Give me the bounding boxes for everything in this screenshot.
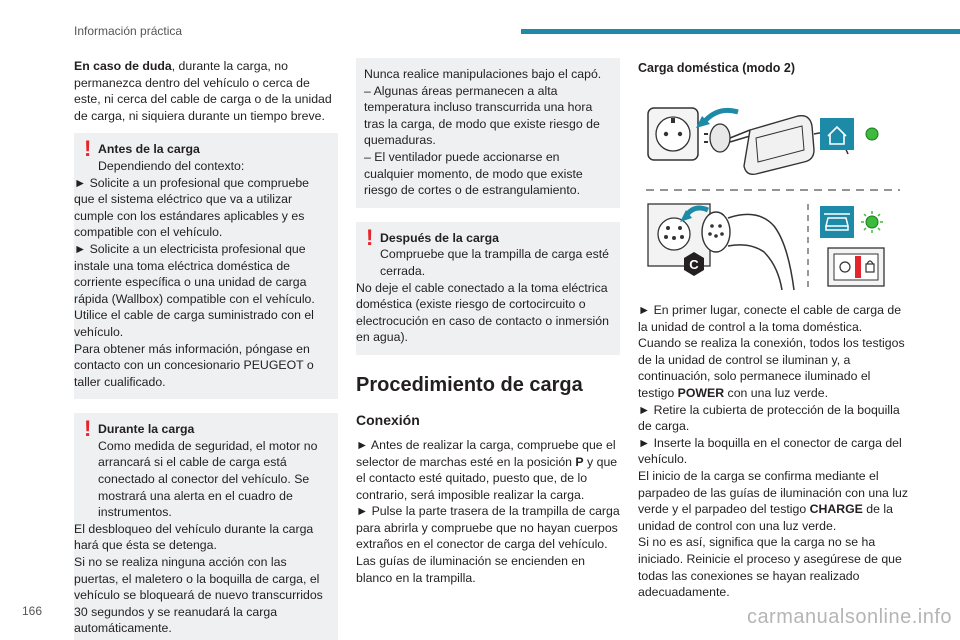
subsection-heading: Conexión bbox=[356, 411, 420, 428]
column-middle bbox=[356, 58, 620, 586]
vehicle-indicator-icon bbox=[820, 206, 854, 238]
control-unit-icon bbox=[744, 116, 814, 175]
step-note: Cuando se realiza la conexión, todos los testigos de la unidad de control se iluminan y, a continuación, solo permanece iluminado el testigo POWER con una luz verde. bbox=[638, 336, 905, 400]
charging-illustration bbox=[638, 94, 910, 294]
warning-title: Antes de la carga bbox=[98, 142, 200, 157]
step-paragraph: ► Antes de realizar la carga, compruebe que el selector de marchas esté en la posición P y que el contacto esté quitado, puesto que, de lo contrario, será imposible realizar la carga. bbox=[356, 437, 618, 502]
step-paragraph: ► Retire la cubierta de protección de la boquilla de carga. bbox=[638, 402, 900, 434]
domestic-socket-icon bbox=[648, 108, 698, 160]
domestic-plug-icon bbox=[704, 124, 750, 152]
power-led-icon bbox=[866, 128, 878, 140]
warning-box-after-charging: ! Después de la carga Compruebe que la trampilla de carga esté cerrada. No deje el cable conectado a la toma eléctrica doméstica (existe riesgo de cortocircuito o electrocución en caso de contacto o inmersión en agua). bbox=[356, 222, 620, 355]
warning-box-during-charging: ! Durante la carga Como medida de seguridad, el motor no arrancará si el cable de carga está conectado al conector del vehículo. Se mostrará una alerta en el cuadro de instrumentos. El desbloqueo del vehículo durante la carga hará que ésta se detenga. Si no se realiza ninguna acción con las puertas, el maletero o la boquilla de carga, el vehículo se bloqueará de nuevo transcurridos 30 segundos y se reanudará la carga automáticamente. bbox=[74, 413, 338, 640]
column-left bbox=[74, 58, 338, 640]
note-paragraph: Las guías de iluminación se encienden en blanco en la trampilla. bbox=[356, 554, 586, 585]
warning-exclamation-icon: ! bbox=[84, 136, 92, 162]
step-note: El inicio de la carga se confirma mediante el parpadeo de las guías de iluminación con una luz verde y el parpadeo del testigo CHARGE de la unidad de control con una luz verde. bbox=[638, 468, 909, 533]
watermark: carmanualsonline.info bbox=[746, 606, 952, 628]
charge-led-blinking-icon bbox=[861, 211, 883, 233]
warning-exclamation-icon: ! bbox=[366, 224, 374, 250]
step-paragraph: ► En primer lugar, conecte el cable de carga de la unidad de control a la toma doméstica. bbox=[638, 303, 902, 334]
warning-exclamation-icon: ! bbox=[84, 416, 92, 442]
charging-lock-panel-icon bbox=[828, 248, 884, 286]
page-number: 166 bbox=[22, 604, 43, 618]
charging-diagram bbox=[638, 94, 910, 294]
header-accent-bar bbox=[521, 29, 960, 34]
plug-in-arrow-icon bbox=[704, 110, 738, 122]
column-right bbox=[638, 58, 910, 601]
caution-box-engine: Nunca realice manipulaciones bajo el capó. – Algunas áreas permanecen a alta temperatura incluso transcurrida una hora tras la carga, de modo que existe riesgo de quemaduras. – El ventilador puede accionarse en cualquier momento, de modo que existe riesgo de cortes o de estrangulamiento. bbox=[356, 58, 620, 208]
warning-box-before-charging: ! Antes de la carga Dependiendo del contexto: ► Solicite a un profesional que compruebe que el sistema eléctrico que va a utilizar cumple con los estándares aplicables y es compatible con el vehículo. ► Solicite a un electricista profesional que instale una toma eléctrica doméstica de corriente específica o una unidad de carga rápida (Wallbox) compatible con el vehículo. Utilice el cable de carga suministrado con el vehículo. Para obtener más información, póngase en contacto con un concesionario PEUGEOT o taller cualificado. bbox=[74, 133, 338, 399]
warning-title: Durante la carga bbox=[98, 422, 195, 437]
section-title: Información práctica bbox=[74, 24, 183, 38]
step-paragraph: ► Inserte la boquilla en el conector de carga del vehículo. bbox=[638, 435, 902, 467]
step-note: Si no es así, significa que la carga no se ha iniciado. Reinicie el proceso y asegúrese de que todas las conexiones se hayan realizado adecuadamente. bbox=[638, 535, 902, 600]
warning-title: Después de la carga bbox=[380, 230, 499, 245]
svg-text:C: C bbox=[689, 257, 699, 272]
home-indicator-icon bbox=[820, 118, 854, 150]
section-heading: Procedimiento de carga bbox=[356, 373, 583, 396]
charging-nozzle-icon bbox=[702, 212, 794, 290]
intro-paragraph: En caso de duda, durante la carga, no permanezca dentro del vehículo o cerca de este, ni cerca del cable de carga o de la unidad de carga, ni siquiera durante un tiempo breve. bbox=[74, 59, 332, 123]
subsection-heading-mode2: Carga doméstica (modo 2) bbox=[638, 61, 795, 75]
step-paragraph: ► Pulse la parte trasera de la trampilla de carga para abrirla y compruebe que no hayan cuerpos extraños en el conector de carga del vehículo. bbox=[356, 504, 620, 552]
